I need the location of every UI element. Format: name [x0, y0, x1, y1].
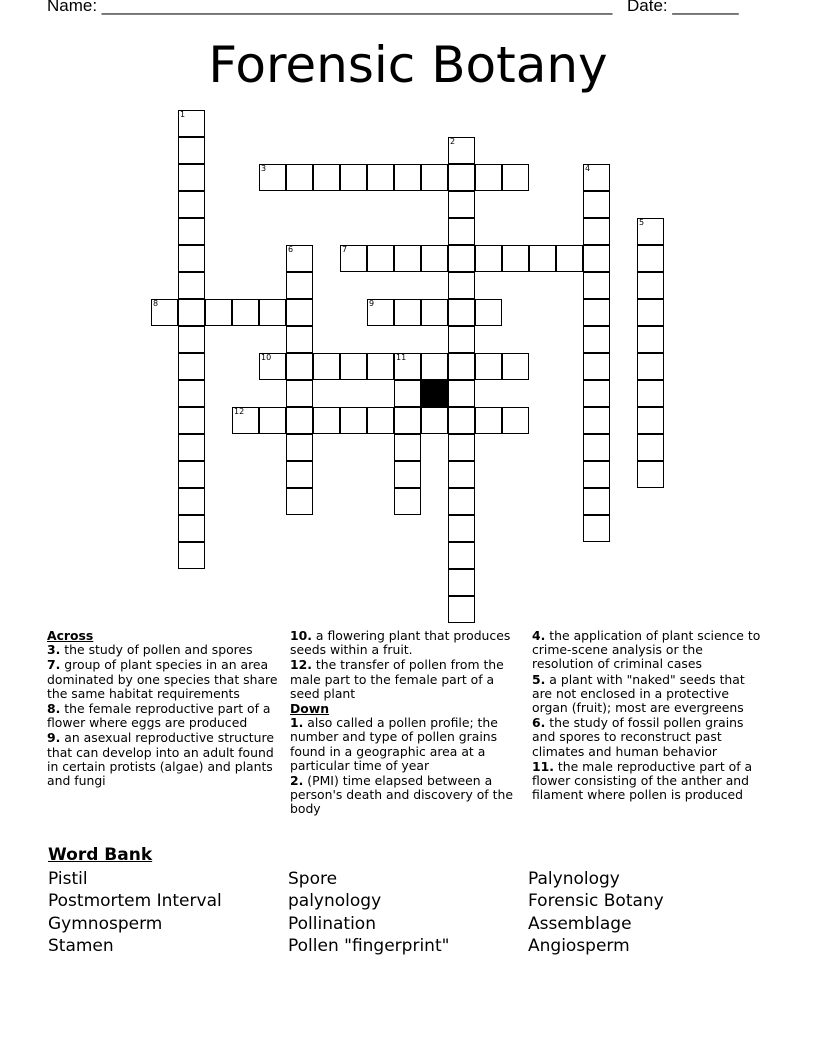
down-heading: Down [290, 701, 330, 717]
grid-cell[interactable] [232, 299, 259, 326]
grid-cell[interactable] [556, 245, 583, 272]
grid-cell[interactable] [448, 326, 475, 353]
black-square [421, 380, 448, 407]
grid-cell[interactable] [178, 245, 205, 272]
grid-cell[interactable] [502, 407, 529, 434]
grid-cell[interactable] [502, 245, 529, 272]
clues-column-2 [290, 629, 522, 818]
clue-number-4: 4 [585, 164, 591, 173]
clue-number-6: 6 [288, 245, 294, 254]
down-clue-6: 6. the study of fossil pollen grains and spores to reconstruct past climates and human behavior [532, 715, 744, 759]
word-bank-item: Angiosperm [528, 936, 630, 957]
grid-cell[interactable] [583, 272, 610, 299]
grid-cell[interactable] [583, 326, 610, 353]
name-field-label[interactable]: Name: ______________________________________________________ [47, 0, 613, 15]
clue-number-7: 7 [342, 245, 348, 254]
grid-cell[interactable] [178, 353, 205, 380]
grid-cell[interactable] [394, 380, 421, 407]
grid-cell[interactable] [367, 245, 394, 272]
grid-cell[interactable] [475, 407, 502, 434]
grid-cell[interactable] [178, 191, 205, 218]
grid-cell[interactable] [448, 488, 475, 515]
grid-cell[interactable] [637, 326, 664, 353]
word-bank-item: Assemblage [528, 913, 632, 934]
grid-cell[interactable] [448, 164, 475, 191]
word-bank-item: Gymnosperm [48, 913, 163, 934]
grid-cell[interactable] [448, 299, 475, 326]
word-bank-title: Word Bank [48, 845, 153, 865]
grid-cell[interactable] [448, 542, 475, 569]
across-clue-12: 12. the transfer of pollen from the male part to the female part of a seed plant [290, 657, 504, 701]
grid-cell[interactable] [286, 434, 313, 461]
grid-cell[interactable] [448, 272, 475, 299]
word-bank-item: Palynology [528, 868, 620, 889]
grid-cell[interactable] [637, 245, 664, 272]
grid-cell[interactable] [178, 272, 205, 299]
clue-number-8: 8 [153, 299, 159, 308]
grid-cell[interactable] [583, 353, 610, 380]
grid-cell[interactable] [448, 191, 475, 218]
grid-cell[interactable] [178, 380, 205, 407]
grid-cell[interactable] [637, 299, 664, 326]
clue-number-3: 3 [261, 164, 267, 173]
grid-cell[interactable] [205, 299, 232, 326]
grid-cell[interactable] [286, 380, 313, 407]
grid-cell[interactable] [178, 164, 205, 191]
grid-cell[interactable] [448, 569, 475, 596]
grid-cell[interactable] [394, 164, 421, 191]
grid-cell[interactable] [583, 380, 610, 407]
grid-cell[interactable] [448, 461, 475, 488]
grid-cell[interactable] [178, 326, 205, 353]
grid-cell[interactable] [448, 515, 475, 542]
clue-number-11: 11 [396, 353, 407, 362]
grid-cell[interactable] [448, 596, 475, 623]
grid-cell[interactable] [367, 407, 394, 434]
grid-cell[interactable] [286, 353, 313, 380]
grid-cell[interactable] [178, 515, 205, 542]
down-clue-1: 1. also called a pollen profile; the number and type of pollen grains found in a geographic area at a particular time of year [290, 715, 498, 773]
grid-cell[interactable] [313, 407, 340, 434]
grid-cell[interactable] [394, 245, 421, 272]
grid-cell[interactable] [259, 299, 286, 326]
grid-cell[interactable] [583, 488, 610, 515]
grid-cell[interactable] [286, 164, 313, 191]
grid-cell[interactable] [178, 542, 205, 569]
grid-cell[interactable] [394, 461, 421, 488]
grid-cell[interactable] [421, 353, 448, 380]
across-clue-7: 7. group of plant species in an area dominated by one species that share the same habitat requirements [47, 657, 278, 701]
clue-number-5: 5 [639, 218, 645, 227]
across-heading: Across [47, 628, 94, 643]
down-clue-11: 11. the male reproductive part of a flower consisting of the anther and filament where pollen is produced [532, 758, 753, 803]
down-clue-2: 2. (PMI) time elapsed between a person's death and discovery of the body [290, 773, 513, 817]
grid-cell[interactable] [502, 353, 529, 380]
grid-cell[interactable] [448, 218, 475, 245]
grid-cell[interactable] [475, 245, 502, 272]
grid-cell[interactable] [178, 137, 205, 164]
grid-cell[interactable] [286, 299, 313, 326]
word-bank-item: Stamen [48, 936, 114, 957]
grid-cell[interactable] [340, 407, 367, 434]
clue-number-10: 10 [261, 353, 272, 362]
grid-cell[interactable] [448, 380, 475, 407]
clue-number-2: 2 [450, 137, 456, 146]
grid-cell[interactable] [286, 272, 313, 299]
grid-cell[interactable] [583, 218, 610, 245]
word-bank-item: Postmortem Interval [48, 891, 222, 912]
grid-cell[interactable] [178, 407, 205, 434]
word-bank-list [48, 868, 768, 958]
grid-cell[interactable] [394, 434, 421, 461]
clues-section [47, 629, 767, 829]
grid-cell[interactable] [286, 407, 313, 434]
date-field-label[interactable]: Date: _______ [627, 0, 739, 15]
clues-column-1 [47, 629, 279, 789]
grid-cell[interactable] [583, 434, 610, 461]
across-clue-9: 9. an asexual reproductive structure that can develop into an adult found in certain protists (algae) and plants and fungi [47, 730, 274, 789]
grid-cell[interactable] [448, 407, 475, 434]
across-clue-3: 3. the study of pollen and spores [47, 642, 253, 658]
grid-cell[interactable] [286, 326, 313, 353]
clue-number-1: 1 [180, 110, 186, 119]
word-bank-item: Pollen "fingerprint" [288, 936, 450, 957]
clues-column-3 [532, 629, 764, 803]
grid-cell[interactable] [178, 299, 205, 326]
grid-cell[interactable] [259, 407, 286, 434]
grid-cell[interactable] [583, 461, 610, 488]
word-bank-item: Spore [288, 868, 338, 889]
clue-number-9: 9 [369, 299, 375, 308]
clue-number-12: 12 [234, 407, 245, 416]
grid-cell[interactable] [421, 407, 448, 434]
grid-cell[interactable] [637, 380, 664, 407]
grid-cell[interactable] [178, 488, 205, 515]
grid-cell[interactable] [313, 164, 340, 191]
down-clue-5: 5. a plant with "naked" seeds that are not enclosed in a protective organ (fruit); most are evergreens [532, 671, 745, 716]
grid-cell[interactable] [367, 164, 394, 191]
across-clue-10: 10. a flowering plant that produces seeds within a fruit. [290, 628, 511, 658]
grid-cell[interactable] [637, 407, 664, 434]
grid-cell[interactable] [448, 245, 475, 272]
grid-cell[interactable] [340, 164, 367, 191]
grid-cell[interactable] [394, 299, 421, 326]
grid-cell[interactable] [475, 164, 502, 191]
grid-cell[interactable] [637, 461, 664, 488]
across-clue-8: 8. the female reproductive part of a flower where eggs are produced [47, 701, 271, 731]
down-clue-4: 4. the application of plant science to crime-scene analysis or the resolution of criminal cases [532, 628, 761, 672]
puzzle-title: Forensic Botany [208, 36, 608, 94]
word-bank-item: palynology [288, 891, 382, 912]
grid-cell[interactable] [178, 218, 205, 245]
grid-cell[interactable] [529, 245, 556, 272]
grid-cell[interactable] [313, 353, 340, 380]
grid-cell[interactable] [286, 461, 313, 488]
grid-cell[interactable] [583, 191, 610, 218]
grid-cell[interactable] [583, 299, 610, 326]
word-bank-item: Pistil [48, 868, 88, 889]
grid-cell[interactable] [583, 515, 610, 542]
grid-cell[interactable] [421, 245, 448, 272]
grid-cell[interactable] [475, 299, 502, 326]
grid-cell[interactable] [421, 164, 448, 191]
grid-cell[interactable] [394, 407, 421, 434]
grid-cell[interactable] [448, 353, 475, 380]
grid-cell[interactable] [178, 434, 205, 461]
word-bank [48, 844, 768, 958]
grid-cell[interactable] [637, 434, 664, 461]
word-bank-item: Forensic Botany [528, 891, 664, 912]
grid-cell[interactable] [637, 272, 664, 299]
grid-cell[interactable] [475, 353, 502, 380]
grid-cell[interactable] [583, 407, 610, 434]
grid-cell[interactable] [367, 353, 394, 380]
grid-cell[interactable] [394, 488, 421, 515]
word-bank-item: Pollination [288, 913, 376, 934]
grid-cell[interactable] [178, 461, 205, 488]
grid-cell[interactable] [286, 488, 313, 515]
grid-cell[interactable] [583, 245, 610, 272]
grid-cell[interactable] [448, 434, 475, 461]
grid-cell[interactable] [502, 164, 529, 191]
grid-cell[interactable] [637, 353, 664, 380]
grid-cell[interactable] [340, 353, 367, 380]
grid-cell[interactable] [421, 299, 448, 326]
